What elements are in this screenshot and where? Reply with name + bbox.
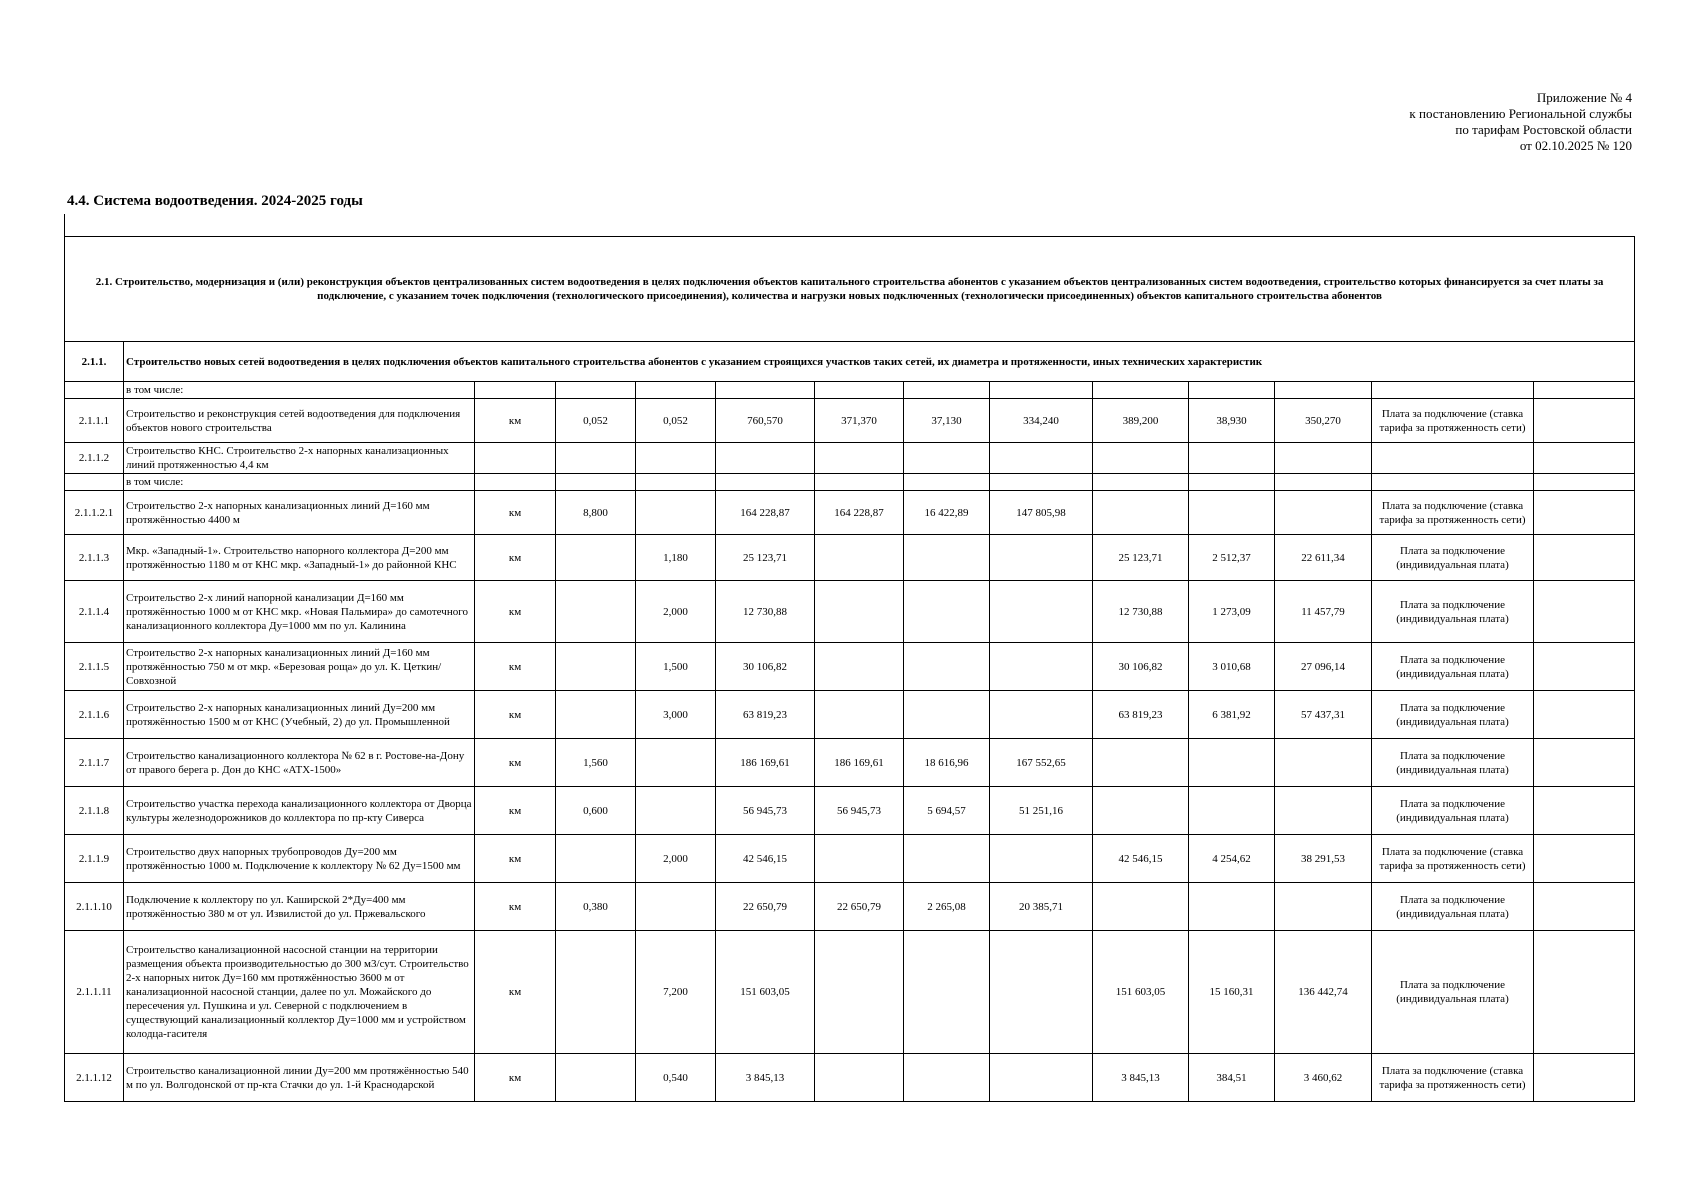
row-number: 2.1.1.8 (65, 787, 124, 835)
table-row (65, 883, 1635, 931)
empty-cell (1372, 382, 1534, 399)
row-length-2025: 3,000 (636, 691, 716, 739)
subsection-number: 2.1.1. (65, 342, 124, 382)
row-total-cost: 56 945,73 (716, 787, 815, 835)
row-total-cost: 760,570 (716, 399, 815, 443)
table-row (65, 581, 1635, 643)
row-funding-source: Плата за подключение (ставка тарифа за протяженность сети) (1372, 399, 1534, 443)
row-vat-2024: 37,130 (904, 399, 990, 443)
row-length-2025: 1,180 (636, 535, 716, 581)
row-cost-2024 (815, 443, 904, 474)
table-row (65, 691, 1635, 739)
row-unit: км (475, 581, 556, 643)
row-length-2024: 1,560 (556, 739, 636, 787)
empty-cell (1093, 382, 1189, 399)
row-extra-cell (1534, 787, 1635, 835)
row-vat-2025: 1 273,09 (1189, 581, 1275, 643)
row-description: Строительство канализационного коллектора № 62 в г. Ростове-на-Дону от правого берега р. Дон до КНС «АТХ-1500» (124, 739, 475, 787)
row-net-2024: 147 805,98 (990, 491, 1093, 535)
empty-cell (716, 382, 815, 399)
row-funding-source: Плата за подключение (индивидуальная плата) (1372, 739, 1534, 787)
empty-cell (1275, 382, 1372, 399)
row-length-2024: 0,600 (556, 787, 636, 835)
row-number: 2.1.1.5 (65, 643, 124, 691)
empty-cell (990, 382, 1093, 399)
row-cost-2024 (815, 581, 904, 643)
row-net-2025: 3 460,62 (1275, 1054, 1372, 1102)
table-row (65, 1054, 1635, 1102)
document-title: 4.4. Система водоотведения. 2024-2025 годы (67, 193, 363, 209)
row-cost-2024: 164 228,87 (815, 491, 904, 535)
row-number: 2.1.1.2 (65, 443, 124, 474)
row-extra-cell (1534, 443, 1635, 474)
row-cost-2025 (1093, 491, 1189, 535)
row-total-cost: 164 228,87 (716, 491, 815, 535)
subsection-title: Строительство новых сетей водоотведения в целях подключения объектов капитального строительства абонентов с указанием строящихся участков таких сетей, их диаметра и протяженности, иных технических характеристик (124, 342, 1635, 382)
row-length-2024 (556, 691, 636, 739)
table-row (65, 931, 1635, 1054)
row-cost-2024 (815, 835, 904, 883)
row-vat-2025 (1189, 883, 1275, 931)
left-rule (64, 214, 65, 236)
row-length-2025: 0,540 (636, 1054, 716, 1102)
row-cost-2024 (815, 931, 904, 1054)
empty-cell (556, 474, 636, 491)
row-funding-source: Плата за подключение (индивидуальная плата) (1372, 883, 1534, 931)
empty-cell (904, 382, 990, 399)
appendix-line-3: по тарифам Ростовской области (1455, 122, 1632, 137)
table-row (65, 835, 1635, 883)
row-funding-source: Плата за подключение (индивидуальная плата) (1372, 643, 1534, 691)
row-net-2025 (1275, 787, 1372, 835)
row-vat-2025: 6 381,92 (1189, 691, 1275, 739)
row-unit: км (475, 691, 556, 739)
row-funding-source: Плата за подключение (ставка тарифа за протяженность сети) (1372, 1054, 1534, 1102)
row-cost-2024 (815, 535, 904, 581)
row-unit: км (475, 643, 556, 691)
row-unit: км (475, 1054, 556, 1102)
including-row (65, 474, 1635, 491)
section-row (65, 237, 1635, 342)
row-unit: км (475, 835, 556, 883)
row-vat-2024: 2 265,08 (904, 883, 990, 931)
empty-cell (475, 382, 556, 399)
row-cost-2025 (1093, 739, 1189, 787)
row-unit: км (475, 491, 556, 535)
row-number: 2.1.1.1 (65, 399, 124, 443)
row-length-2025 (636, 443, 716, 474)
row-length-2024 (556, 643, 636, 691)
row-net-2025: 57 437,31 (1275, 691, 1372, 739)
row-number: 2.1.1.4 (65, 581, 124, 643)
row-description: Строительство 2-х напорных канализационных линий Ду=200 мм протяжённостью 1500 м от КНС (Учебный, 2) до ул. Промышленной (124, 691, 475, 739)
row-funding-source: Плата за подключение (индивидуальная плата) (1372, 787, 1534, 835)
empty-cell (1189, 474, 1275, 491)
row-description: Строительство участка перехода канализационного коллектора от Дворца культуры железнодорожников до коллектора по пр-кту Сиверса (124, 787, 475, 835)
row-vat-2025 (1189, 739, 1275, 787)
empty-cell (716, 474, 815, 491)
row-total-cost: 12 730,88 (716, 581, 815, 643)
row-total-cost: 63 819,23 (716, 691, 815, 739)
empty-cell (1275, 474, 1372, 491)
row-cost-2024 (815, 643, 904, 691)
row-vat-2025 (1189, 443, 1275, 474)
row-description: Строительство и реконструкция сетей водоотведения для подключения объектов нового строительства (124, 399, 475, 443)
row-length-2024 (556, 931, 636, 1054)
row-net-2024 (990, 535, 1093, 581)
row-unit: км (475, 931, 556, 1054)
row-description: Строительство канализационной насосной станции на территории размещения объекта производительностью до 300 м3/сут. Строительство 2-х напорных ниток Ду=160 мм протяжённостью 3600 м от канализационной насосной станции, далее по ул. Можайского до пересечения ул. Пушкина и ул. Северной с подключением в существующий канализационный коллектор Ду=1000 мм и устройством колодца-гасителя (124, 931, 475, 1054)
row-number: 2.1.1.11 (65, 931, 124, 1054)
row-vat-2024 (904, 835, 990, 883)
table-row (65, 491, 1635, 535)
row-number: 2.1.1.9 (65, 835, 124, 883)
row-cost-2025: 12 730,88 (1093, 581, 1189, 643)
row-net-2024 (990, 643, 1093, 691)
row-net-2024: 334,240 (990, 399, 1093, 443)
row-cost-2025: 3 845,13 (1093, 1054, 1189, 1102)
row-net-2025 (1275, 883, 1372, 931)
table-row (65, 739, 1635, 787)
row-vat-2024 (904, 443, 990, 474)
row-cost-2025: 30 106,82 (1093, 643, 1189, 691)
row-net-2025: 38 291,53 (1275, 835, 1372, 883)
row-vat-2024: 5 694,57 (904, 787, 990, 835)
including-label: в том числе: (124, 382, 475, 399)
row-extra-cell (1534, 835, 1635, 883)
row-net-2025: 22 611,34 (1275, 535, 1372, 581)
row-net-2024 (990, 691, 1093, 739)
row-net-2025 (1275, 443, 1372, 474)
table-row (65, 443, 1635, 474)
row-cost-2025: 25 123,71 (1093, 535, 1189, 581)
row-description: Строительство 2-х линий напорной канализации Д=160 мм протяжённостью 1000 м от КНС мкр. «Новая Пальмира» до самотечного канализационного коллектора Ду=1000 мм по ул. Калинина (124, 581, 475, 643)
row-cost-2024: 371,370 (815, 399, 904, 443)
row-length-2025: 1,500 (636, 643, 716, 691)
row-cost-2025: 42 546,15 (1093, 835, 1189, 883)
row-total-cost: 42 546,15 (716, 835, 815, 883)
row-net-2024 (990, 1054, 1093, 1102)
row-total-cost (716, 443, 815, 474)
row-description: Строительство двух напорных трубопроводов Ду=200 мм протяжённостью 1000 м. Подключение к коллектору № 62 Ду=1500 мм (124, 835, 475, 883)
row-number: 2.1.1.2.1 (65, 491, 124, 535)
row-extra-cell (1534, 399, 1635, 443)
row-vat-2024 (904, 581, 990, 643)
row-vat-2025: 384,51 (1189, 1054, 1275, 1102)
row-funding-source: Плата за подключение (ставка тарифа за протяженность сети) (1372, 491, 1534, 535)
row-vat-2024 (904, 1054, 990, 1102)
row-net-2024: 51 251,16 (990, 787, 1093, 835)
row-cost-2025 (1093, 787, 1189, 835)
row-description: Строительство КНС. Строительство 2-х напорных канализационных линий протяженностью 4,4 км (124, 443, 475, 474)
row-length-2025 (636, 739, 716, 787)
row-net-2024 (990, 443, 1093, 474)
row-total-cost: 30 106,82 (716, 643, 815, 691)
row-cost-2025 (1093, 443, 1189, 474)
row-cost-2024: 186 169,61 (815, 739, 904, 787)
empty-cell (990, 474, 1093, 491)
row-cost-2025: 63 819,23 (1093, 691, 1189, 739)
row-net-2025: 350,270 (1275, 399, 1372, 443)
including-label: в том числе: (124, 474, 475, 491)
row-extra-cell (1534, 491, 1635, 535)
appendix-line-2: к постановлению Региональной службы (1409, 106, 1632, 121)
empty-cell (1534, 382, 1635, 399)
row-length-2024 (556, 835, 636, 883)
table-row (65, 399, 1635, 443)
row-cost-2024 (815, 1054, 904, 1102)
row-total-cost: 25 123,71 (716, 535, 815, 581)
row-length-2024 (556, 535, 636, 581)
row-length-2025 (636, 491, 716, 535)
row-cost-2025 (1093, 883, 1189, 931)
empty-cell (65, 382, 124, 399)
row-unit: км (475, 739, 556, 787)
row-vat-2024 (904, 643, 990, 691)
row-length-2024: 8,800 (556, 491, 636, 535)
row-length-2025: 2,000 (636, 835, 716, 883)
row-net-2024 (990, 581, 1093, 643)
row-cost-2024: 56 945,73 (815, 787, 904, 835)
including-row (65, 382, 1635, 399)
row-description: Строительство 2-х напорных канализационных линий Д=160 мм протяжённостью 4400 м (124, 491, 475, 535)
row-vat-2025: 2 512,37 (1189, 535, 1275, 581)
row-cost-2024: 22 650,79 (815, 883, 904, 931)
row-unit (475, 443, 556, 474)
row-number: 2.1.1.10 (65, 883, 124, 931)
row-unit: км (475, 787, 556, 835)
empty-cell (904, 474, 990, 491)
row-extra-cell (1534, 1054, 1635, 1102)
row-length-2025 (636, 883, 716, 931)
row-net-2024: 20 385,71 (990, 883, 1093, 931)
row-net-2024: 167 552,65 (990, 739, 1093, 787)
row-length-2024 (556, 443, 636, 474)
row-net-2025: 136 442,74 (1275, 931, 1372, 1054)
subsection-row (65, 342, 1635, 382)
appendix-header (1409, 90, 1632, 154)
row-number: 2.1.1.3 (65, 535, 124, 581)
row-unit: км (475, 883, 556, 931)
row-net-2025: 11 457,79 (1275, 581, 1372, 643)
row-vat-2025 (1189, 491, 1275, 535)
empty-cell (1372, 474, 1534, 491)
row-funding-source: Плата за подключение (индивидуальная плата) (1372, 535, 1534, 581)
row-length-2024: 0,380 (556, 883, 636, 931)
row-net-2025 (1275, 739, 1372, 787)
row-length-2025: 0,052 (636, 399, 716, 443)
table-row (65, 643, 1635, 691)
empty-cell (815, 382, 904, 399)
row-total-cost: 22 650,79 (716, 883, 815, 931)
row-funding-source: Плата за подключение (индивидуальная плата) (1372, 581, 1534, 643)
row-vat-2024: 16 422,89 (904, 491, 990, 535)
row-description: Подключение к коллектору по ул. Каширской 2*Ду=400 мм протяжённостью 380 м от ул. Извилистой до ул. Пржевальского (124, 883, 475, 931)
row-extra-cell (1534, 535, 1635, 581)
row-vat-2024 (904, 535, 990, 581)
empty-cell (1189, 382, 1275, 399)
row-extra-cell (1534, 691, 1635, 739)
empty-cell (556, 382, 636, 399)
row-number: 2.1.1.7 (65, 739, 124, 787)
empty-cell (475, 474, 556, 491)
row-extra-cell (1534, 931, 1635, 1054)
row-number: 2.1.1.6 (65, 691, 124, 739)
row-length-2025 (636, 787, 716, 835)
empty-cell (636, 474, 716, 491)
row-vat-2024: 18 616,96 (904, 739, 990, 787)
investment-table (64, 236, 1635, 1102)
row-funding-source: Плата за подключение (индивидуальная плата) (1372, 931, 1534, 1054)
row-vat-2024 (904, 931, 990, 1054)
row-cost-2024 (815, 691, 904, 739)
row-description: Строительство 2-х напорных канализационных линий Д=160 мм протяжённостью 750 м от мкр. «Березовая роща» до ул. К. Цеткин/Совхозной (124, 643, 475, 691)
row-vat-2025 (1189, 787, 1275, 835)
row-description: Мкр. «Западный-1». Строительство напорного коллектора Д=200 мм протяжённостью 1180 м от КНС мкр. «Западный-1» до районной КНС (124, 535, 475, 581)
row-total-cost: 3 845,13 (716, 1054, 815, 1102)
row-cost-2025: 151 603,05 (1093, 931, 1189, 1054)
section-title: 2.1. Строительство, модернизация и (или) реконструкция объектов централизованных систем водоотведения в целях подключения объектов капитального строительства абонентов с указанием объектов централизованных систем водоотведения, строительство которых финансируется за счет платы за подключение, с указанием точек подключения (технологического присоединения), количества и нагрузки новых подключенных (технологически присоединенных) объектов капитального строительства абонентов (65, 237, 1635, 342)
row-extra-cell (1534, 883, 1635, 931)
row-vat-2025: 3 010,68 (1189, 643, 1275, 691)
row-net-2025: 27 096,14 (1275, 643, 1372, 691)
table-row (65, 787, 1635, 835)
row-unit: км (475, 535, 556, 581)
row-vat-2025: 15 160,31 (1189, 931, 1275, 1054)
row-total-cost: 186 169,61 (716, 739, 815, 787)
row-length-2024 (556, 581, 636, 643)
empty-cell (636, 382, 716, 399)
row-extra-cell (1534, 643, 1635, 691)
empty-cell (815, 474, 904, 491)
row-length-2025: 7,200 (636, 931, 716, 1054)
appendix-line-1: Приложение № 4 (1536, 90, 1632, 105)
row-funding-source: Плата за подключение (индивидуальная плата) (1372, 691, 1534, 739)
row-vat-2024 (904, 691, 990, 739)
appendix-line-4: от 02.10.2025 № 120 (1519, 138, 1632, 153)
table-row (65, 535, 1635, 581)
row-funding-source (1372, 443, 1534, 474)
row-extra-cell (1534, 581, 1635, 643)
row-length-2024 (556, 1054, 636, 1102)
row-total-cost: 151 603,05 (716, 931, 815, 1054)
row-length-2024: 0,052 (556, 399, 636, 443)
empty-cell (1093, 474, 1189, 491)
row-net-2024 (990, 835, 1093, 883)
row-net-2025 (1275, 491, 1372, 535)
row-extra-cell (1534, 739, 1635, 787)
row-unit: км (475, 399, 556, 443)
row-vat-2025: 38,930 (1189, 399, 1275, 443)
row-net-2024 (990, 931, 1093, 1054)
empty-cell (65, 474, 124, 491)
row-vat-2025: 4 254,62 (1189, 835, 1275, 883)
row-length-2025: 2,000 (636, 581, 716, 643)
row-description: Строительство канализационной линии Ду=200 мм протяжённостью 540 м по ул. Волгодонской от пр-кта Стачки до ул. 1-й Краснодарской (124, 1054, 475, 1102)
empty-cell (1534, 474, 1635, 491)
row-number: 2.1.1.12 (65, 1054, 124, 1102)
row-funding-source: Плата за подключение (ставка тарифа за протяженность сети) (1372, 835, 1534, 883)
row-cost-2025: 389,200 (1093, 399, 1189, 443)
